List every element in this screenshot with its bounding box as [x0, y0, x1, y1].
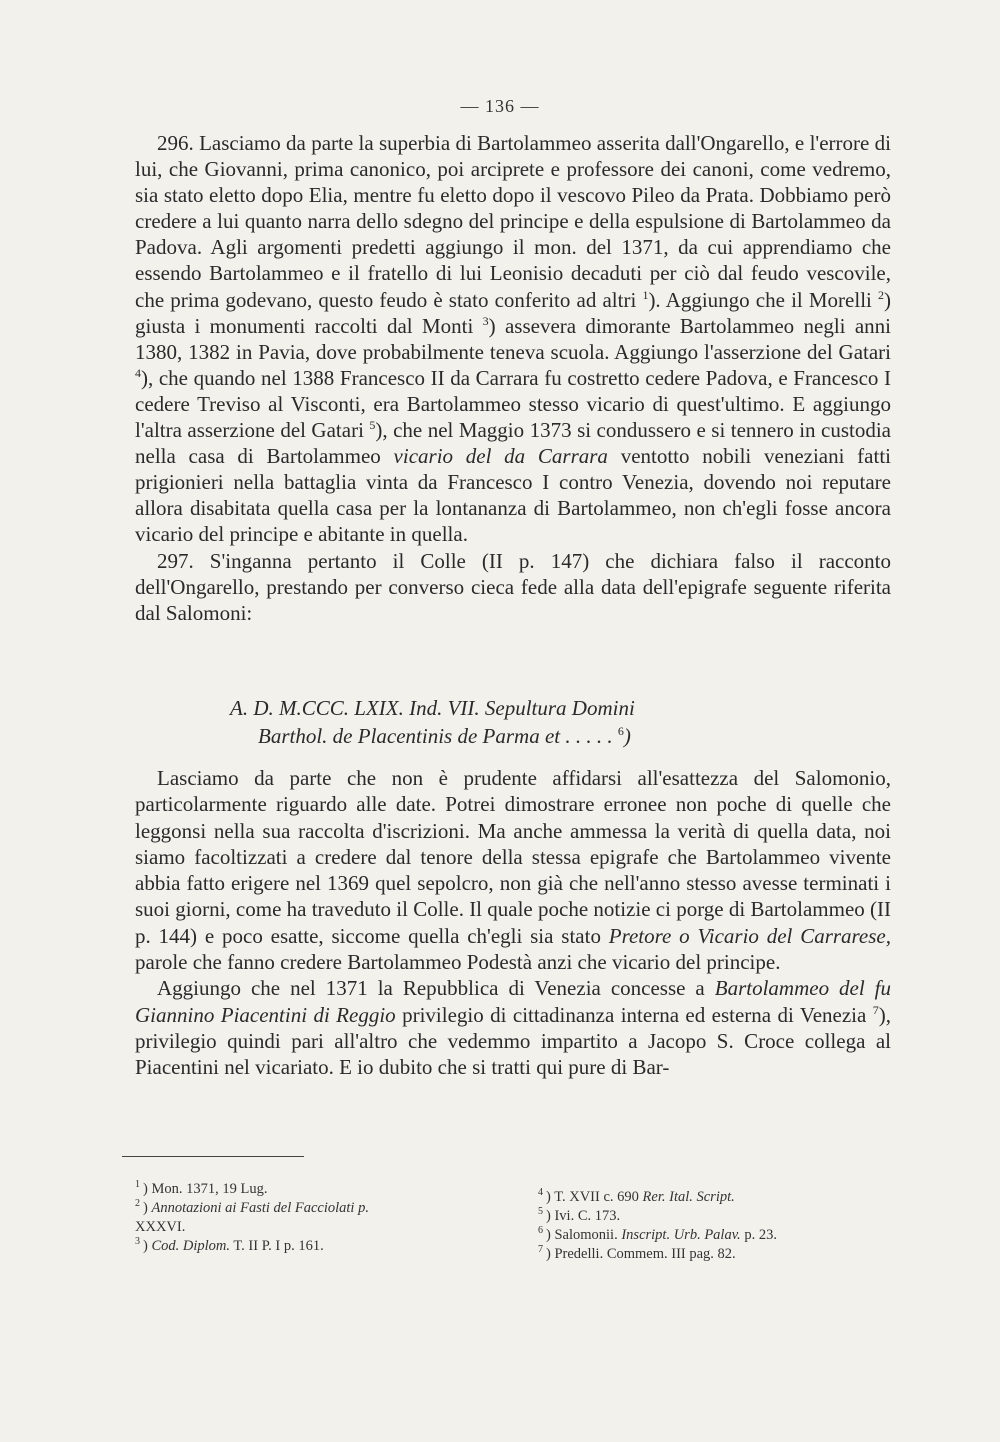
footnote-ref: 7: [872, 1002, 879, 1017]
italic-phrase: vicario del da Carrara: [393, 444, 608, 469]
footnote-divider: [122, 1156, 304, 1157]
paragraph-296: 296. Lasciamo da parte la superbia di Bartolammeo asserita dall'Ongarello, e l'errore di lui, che Giovanni, prima canonico, poi arciprete e professore dei canoni, come vedremo, sia stato eletto dopo Elia, mentre fu eletto dopo il vescovo Pileo da Prata. Dobbiamo però credere a lui quanto narra dello sdegno del principe e della espulsione di Bartolammeo da Padova. Agli argomenti predetti aggiungo il mon. del 1371, da cui apprendiamo che essendo Bartolammeo e il fratello di lui Leonisio decaduti per ciò dal feudo vescovile, che prima godevano, questo feudo è stato conferito ad altri $^1$). Aggiungo che il Morelli $^2$) giusta i monumenti raccolti dal Monti $^3$) assevera dimorante Bartolammeo negli anni 1380, 1382 in Pavia, dove probabilmente teneva scuola. Aggiungo l'asserzione del Gatari $^4$), che quando nel 1388 Francesco II da Carrara fu costretto cedere Padova, e Francesco I cedere Treviso al Visconti, era Bartolammeo stesso vicario di quest'ultimo. E aggiungo l'altra asserzione del Gatari $^5$), che nel Maggio 1373 si condussero e si tennero in custodia nella casa di Bartolammeo vicario del da Carrara ventotto nobili veneziani fatti prigionieri nella battaglia vinta da Francesco I contro Venezia, dovendo noi reputare allora disabitata quella casa per la lontananza di Bartolammeo, non ch'egli fosse ancora vicario del principe e abitante in quella.: [135, 131, 892, 547]
footnote-6: $^6$ ) Salomonii. Inscript. Urb. Palav. p. 23.: [538, 1225, 777, 1243]
footnote-2-cont: XXXVI.: [135, 1219, 186, 1235]
footnote-7: $^7$ ) Predelli. Commem. III pag. 82.: [538, 1244, 736, 1262]
epigraph: [230, 694, 830, 750]
footnotes-right: [538, 1188, 888, 1264]
italic-phrase: Bartolammeo del fu Giannino Piacentini di Reggio: [135, 976, 892, 1027]
footnote-1: $^1$ ) Mon. 1371, 19 Lug.: [135, 1179, 268, 1197]
paragraph-297: 297. S'inganna pertanto il Colle (II p. 147) che dichiara falso il racconto dell'Ongarello, prestando per converso cieca fede alla data dell'epigrafe seguente riferita dal Salomoni:: [135, 548, 891, 625]
footnote-4: $^4$ ) T. XVII c. 690 Rer. Ital. Script.: [538, 1187, 735, 1205]
footnote-ref: 2: [878, 287, 885, 302]
epigraph-line-2: Barthol. de Placentinis de Parma et . . . . . $^6$): [258, 724, 631, 748]
italic-phrase: Pretore o Vicario del Carrarese,: [608, 923, 891, 948]
footnote-ref: 3: [482, 313, 489, 328]
paragraph-lasciamo: Lasciamo da parte che non è prudente affidarsi all'esattezza del Salomonio, particolarmente riguardo alle date. Potrei dimostrare erronee non poche di quelle che leggonsi nella sua raccolta d'iscrizioni. Ma anche ammessa la verità di quella data, noi siamo facoltizzati a credere dal tenore della stessa epigrafe che Bartolammeo vivente abbia fatto erigere nel 1369 quel sepolcro, non già che nell'anno stesso avesse terminati i suoi giorni, come ha traveduto il Colle. Il quale poche notizie ci porge di Bartolammeo (II p. 144) e poco esatte, siccome quella ch'egli sia stato Pretore o Vicario del Carrarese, parole che fanno credere Bartolammeo Podestà anzi che vicario del principe.: [135, 766, 891, 975]
footnote-3: $^3$ ) Cod. Diplom. T. II P. I p. 161.: [135, 1236, 324, 1254]
footnote-ref: 4: [135, 365, 141, 380]
epigraph-line-1: A. D. M.CCC. LXIX. Ind. VII. Sepultura Domini: [230, 696, 635, 720]
main-text-top: [135, 130, 891, 626]
main-text-bottom: [135, 765, 891, 1081]
footnotes-left: [135, 1180, 485, 1256]
footnote-5: $^5$ ) Ivi. C. 173.: [538, 1206, 621, 1224]
footnote-ref: 6: [617, 724, 624, 738]
footnote-2: $^2$ ) Annotazioni ai Fasti del Facciolati p.: [135, 1198, 369, 1216]
footnote-ref: 1: [642, 287, 649, 302]
footnote-ref: 5: [369, 418, 376, 433]
page-number: — 136 —: [460, 96, 540, 116]
paragraph-aggiungo: Aggiungo che nel 1371 la Repubblica di Venezia concesse a Bartolammeo del fu Giannino Piacentini di Reggio privilegio di cittadinanza interna ed esterna di Venezia $^7$), privilegio quindi pari all'altro che vedemmo impartito a Jacopo S. Croce collega al Piacentini nel vicariato. E io dubito che si tratti qui pure di Bar-: [135, 976, 892, 1080]
